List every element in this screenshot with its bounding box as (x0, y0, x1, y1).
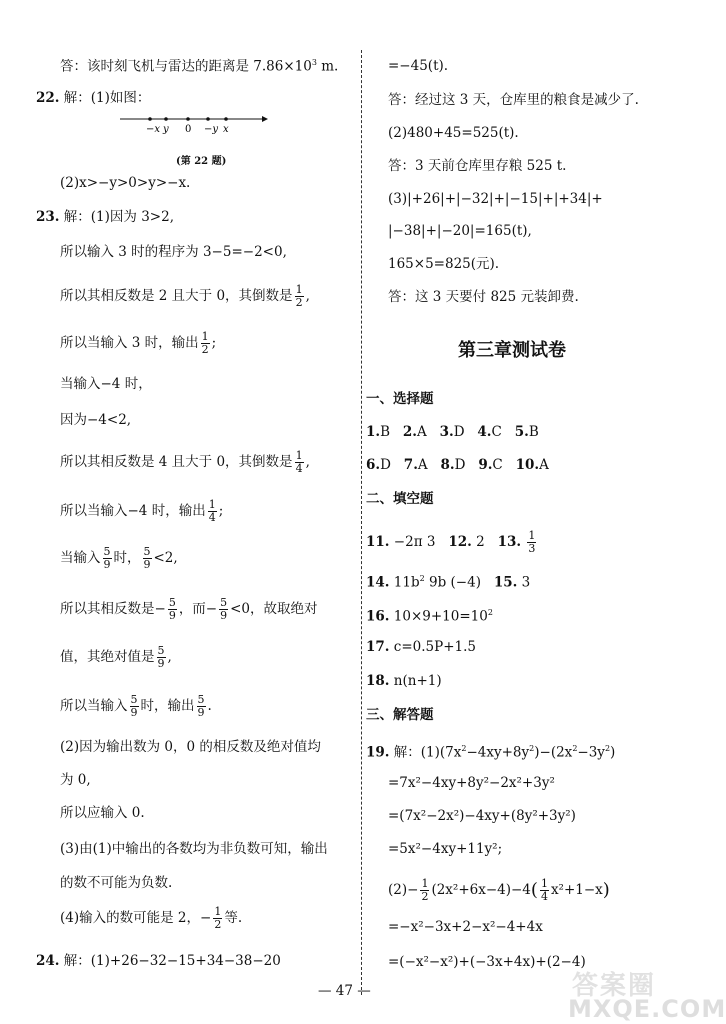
column-divider (361, 50, 362, 995)
section-heading: 三、解答题 (366, 707, 434, 723)
fill-answers-14-15: 14. $11b^2$ 9b (−4) 15. 3 (366, 574, 531, 591)
text-line: 当输入 $\frac{5}{9}$ 时， $\frac{5}{9}$ <2, (60, 545, 178, 571)
text-line: 所以其相反数是− $\frac{5}{9}$ ，而− $\frac{5}{9}$ <0，故取绝对 (60, 596, 318, 622)
q23-heading: 23. 解：(1)因为 3>2, (36, 209, 174, 225)
text-line: |−38|+|−20|=165(t), (388, 223, 532, 239)
text-line: 所以当输入 3 时，输出 $\frac{1}{2}$ ; (60, 330, 217, 356)
fraction: $\frac{1}{4}$ (540, 877, 548, 903)
math-step: =7x²−4xy+8y²−2x²+3y² (388, 775, 555, 791)
fraction: $\frac{5}{9}$ (197, 693, 205, 719)
figure-caption: (第 22 题) (176, 156, 227, 167)
watermark-url: MXQE.COM (568, 995, 726, 1023)
fraction: $\frac{1}{4}$ (208, 498, 216, 524)
fraction: $\frac{1}{2}$ (295, 283, 303, 309)
tick-label: −x (146, 124, 161, 135)
fraction: $\frac{1}{2}$ (214, 905, 222, 931)
choice-answers-row: 1.B 2.A 3.D 4.C 5.B (366, 424, 539, 440)
fraction: $\frac{1}{4}$ (295, 449, 303, 475)
text-line: 165×5=825(元). (388, 256, 500, 272)
text-line: 答：3 天前仓库里存粮 525 t. (388, 158, 567, 174)
fraction: $\frac{5}{9}$ (168, 596, 176, 622)
watermark-logo (568, 965, 726, 1023)
fill-answer-16: 16. $10\times 9+10=10^2$ (366, 608, 493, 625)
fraction: $\frac{5}{9}$ (103, 545, 111, 571)
text-line: 为 0, (60, 772, 91, 788)
tick-label: x (223, 124, 229, 135)
math-step: =(−x²−x²)+(−3x+4x)+(2−4) (388, 954, 586, 970)
fraction: $\frac{5}{9}$ (220, 596, 228, 622)
fraction: $\frac{1}{3}$ (528, 529, 536, 555)
fraction: $\frac{1}{2}$ (421, 877, 429, 903)
text-line: 所以应输入 0. (60, 805, 145, 821)
section-heading: 一、选择题 (366, 391, 434, 407)
tick-label: −y (204, 124, 219, 135)
q19-heading: 19. 解：$(1)(7x^2-4xy+8y^2)-(2x^2-3y^2)$ (366, 744, 616, 761)
math-step: =5x²−4xy+11y²; (388, 841, 503, 857)
text-line: (4)输入的数可能是 2，− $\frac{1}{2}$ 等. (60, 905, 243, 931)
answer-distance: 答：该时刻飞机与雷达的距离是 $7.86\times 10^3$ m. (60, 58, 339, 75)
text-line: (2)因为输出数为 0，0 的相反数及绝对值均 (60, 739, 321, 755)
text-line: (3)由(1)中输出的各数均为非负数可知，输出 (60, 841, 328, 857)
fill-answer-18: 18. n(n+1) (366, 673, 442, 689)
choice-answers-row: 6.D 7.A 8.D 9.C 10.A (366, 457, 549, 473)
text-line: 因为−4<2, (60, 412, 132, 428)
fraction: $\frac{5}{9}$ (130, 693, 138, 719)
q22-part2: (2)x>−y>0>y>−x. (60, 175, 191, 191)
fill-answers-11-13: 11. −2π 3 12. 2 13. $\frac{1}{3}$ (366, 529, 536, 555)
text-line: 所以当输入 $\frac{5}{9}$ 时，输出 $\frac{5}{9}$ . (60, 693, 212, 719)
text-line: 所以当输入−4 时，输出 $\frac{1}{4}$ ; (60, 498, 224, 524)
text-line: 当输入−4 时， (60, 376, 152, 392)
text-line: 答：这 3 天要付 825 元装卸费. (388, 289, 579, 305)
text-line: 答：经过这 3 天，仓库里的粮食是减少了. (388, 92, 639, 108)
tick-label: 0 (185, 124, 192, 135)
fraction: $\frac{1}{2}$ (201, 330, 209, 356)
section-heading: 二、填空题 (366, 491, 434, 507)
chapter-title: 第三章测试卷 (458, 340, 566, 361)
text-line: 值，其绝对值是 $\frac{5}{9}$ , (60, 644, 172, 670)
page-number: — 47 — (318, 983, 371, 999)
text-line: (2)480+45=525(t). (388, 125, 519, 141)
q24-heading: 24. 解：(1)+26−32−15+34−38−20 (36, 953, 281, 969)
math-step: =(7x²−2x²)−4xy+(8y²+3y²) (388, 808, 576, 824)
text-line: 所以输入 3 时的程序为 3−5=−2<0, (60, 244, 287, 260)
q22-heading: 22. 解：(1)如图： (36, 90, 151, 106)
text-line: 的数不可能为负数. (60, 875, 173, 891)
text-line: 所以其相反数是 4 且大于 0，其倒数是 $\frac{1}{4}$ , (60, 449, 310, 475)
tick-label: y (163, 124, 169, 135)
fraction: $\frac{5}{9}$ (157, 644, 165, 670)
text-line: (3)|+26|+|−32|+|−15|+|+34|+ (388, 191, 603, 207)
text-line: 所以其相反数是 2 且大于 0，其倒数是 $\frac{1}{2}$ , (60, 283, 310, 309)
fraction: $\frac{5}{9}$ (143, 545, 151, 571)
fill-answer-17: 17. c=0.5P+1.5 (366, 639, 476, 655)
math-step: (2)− $\frac{1}{2}$ (2x²+6x−4)−4( $\frac{1}{4}$ x²+1−x) (388, 877, 610, 903)
text-line: =−45(t). (388, 58, 449, 74)
number-line-diagram (118, 110, 268, 134)
math-step: =−x²−3x+2−x²−4+4x (388, 919, 543, 935)
watermark-text: 答案圈 (572, 971, 657, 1001)
